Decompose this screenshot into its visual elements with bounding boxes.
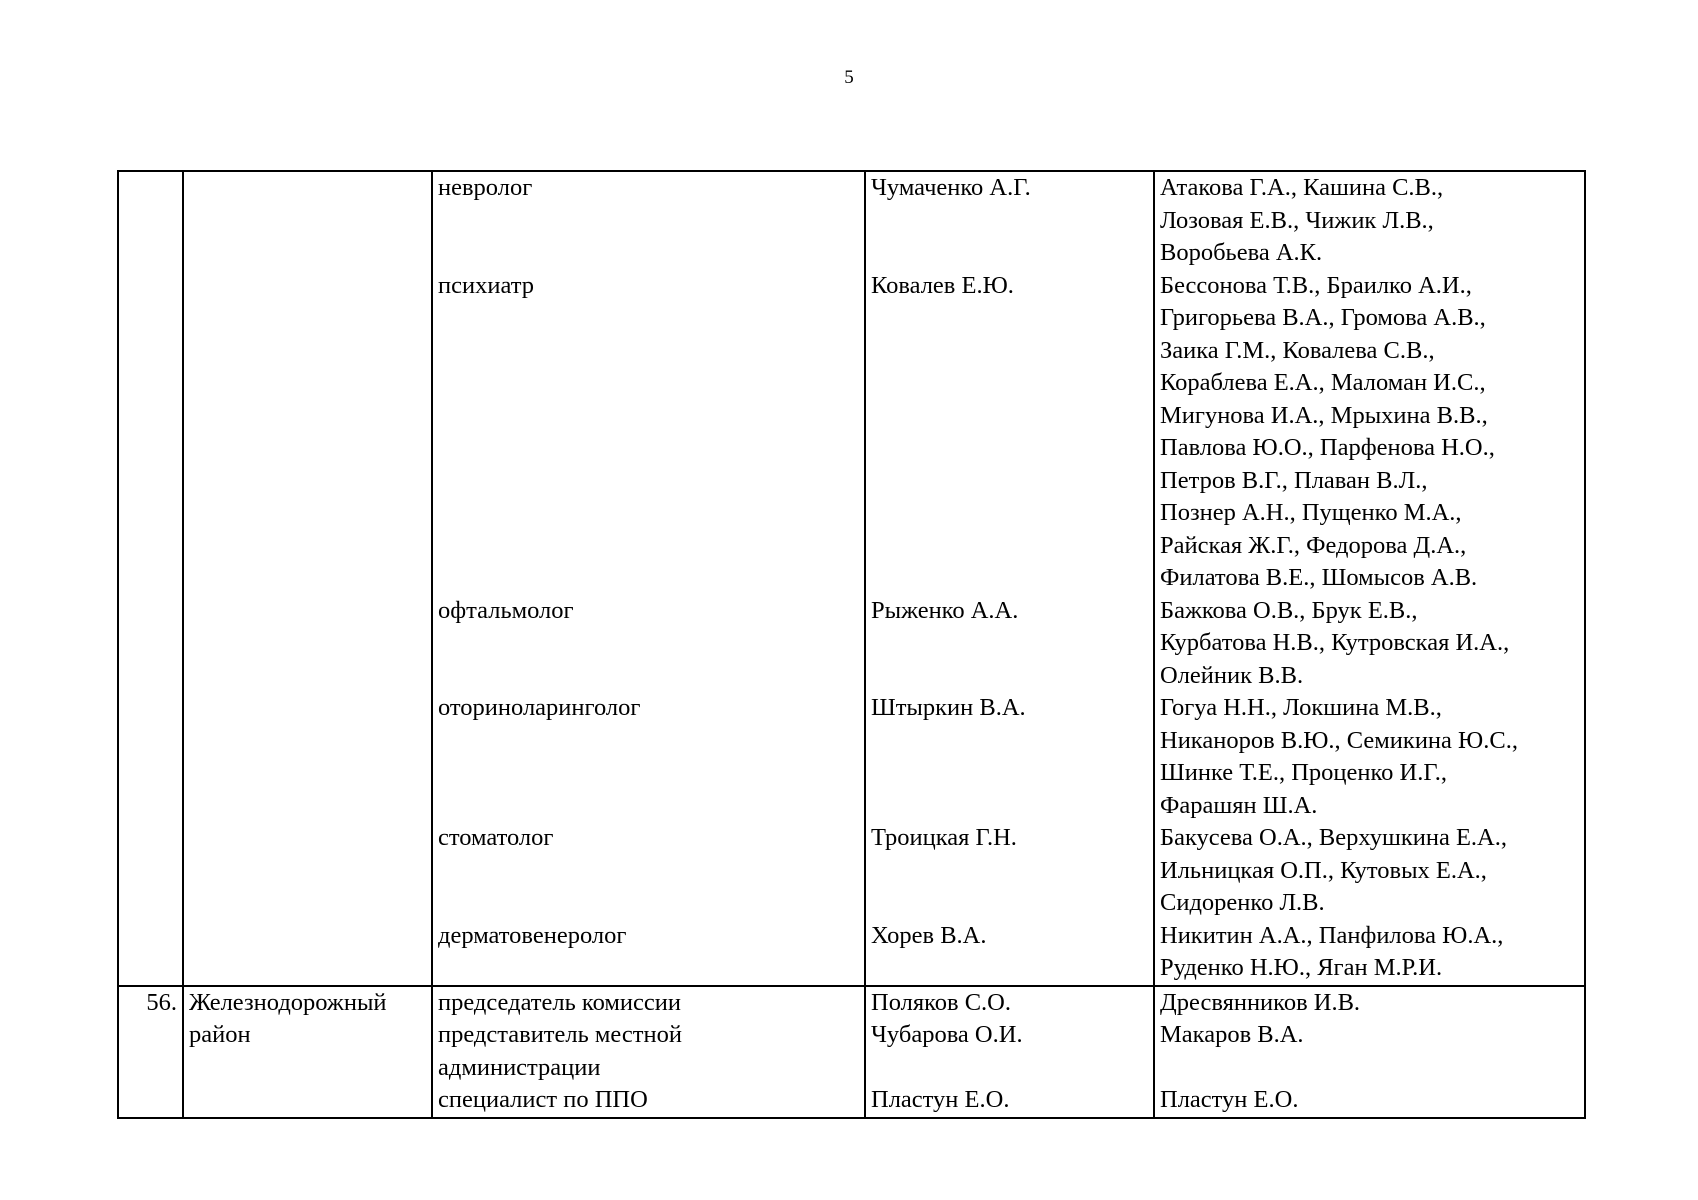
head-entry bbox=[871, 270, 1148, 595]
text-line: Штыркин В.А. bbox=[871, 694, 1026, 721]
spacer-line bbox=[871, 237, 1148, 270]
members-entry bbox=[1160, 1084, 1579, 1117]
text-line: оториноларинголог bbox=[438, 694, 641, 721]
spacer-line bbox=[871, 205, 1148, 238]
spacer-line bbox=[438, 660, 859, 693]
role-entry bbox=[438, 172, 859, 270]
text-line: Атакова Г.А., Кашина С.В., bbox=[1160, 174, 1444, 201]
text-line: Железнодорожный bbox=[189, 988, 387, 1016]
table-row bbox=[118, 171, 1585, 986]
spacer-line bbox=[871, 627, 1148, 660]
spacer-line bbox=[871, 335, 1148, 368]
spacer-line bbox=[438, 725, 859, 758]
role-entry bbox=[438, 987, 859, 1020]
spacer-line bbox=[438, 497, 859, 530]
members-entry bbox=[1160, 172, 1579, 270]
page-number: 5 bbox=[844, 67, 854, 88]
text-line: Сидоренко Л.В. bbox=[1160, 889, 1325, 916]
text-line: специалист по ППО bbox=[438, 1086, 648, 1113]
spacer-line bbox=[438, 432, 859, 465]
spacer-line bbox=[871, 497, 1148, 530]
text-line: представитель местной bbox=[438, 1021, 682, 1048]
head-entry bbox=[871, 920, 1148, 985]
spacer-line bbox=[438, 562, 859, 595]
text-line: председатель комиссии bbox=[438, 988, 681, 1016]
members-entry bbox=[1160, 1019, 1579, 1084]
spacer-line bbox=[438, 952, 859, 985]
table-row bbox=[118, 986, 1585, 1118]
role-entry bbox=[438, 822, 859, 920]
spacer-line bbox=[871, 855, 1148, 888]
row-number-cell bbox=[118, 171, 183, 986]
text-line: администрации bbox=[438, 1053, 601, 1081]
text-line: Поляков С.О. bbox=[871, 988, 1012, 1016]
text-line: Хорев В.А. bbox=[871, 921, 987, 949]
text-line: невролог bbox=[438, 174, 533, 201]
text-line: Никаноров В.Ю., Семикина Ю.С., bbox=[1160, 726, 1518, 754]
spacer-line bbox=[871, 367, 1148, 400]
text-line: Ильницкая О.П., Кутовых Е.А., bbox=[1160, 856, 1487, 884]
text-line: Чумаченко А.Г. bbox=[871, 174, 1031, 201]
text-line: Павлова Ю.О., Парфенова Н.О., bbox=[1160, 434, 1495, 461]
spacer-line bbox=[438, 855, 859, 888]
text-line: офтальмолог bbox=[438, 596, 574, 624]
text-line: Райская Ж.Г., Федорова Д.А., bbox=[1160, 531, 1467, 559]
text-line: Воробьева А.К. bbox=[1160, 239, 1323, 266]
role-entry bbox=[438, 595, 859, 693]
text-line: Бакусева О.А., Верхушкина Е.А., bbox=[1160, 824, 1507, 851]
text-line: Ковалев Е.Ю. bbox=[871, 271, 1014, 299]
spacer-line bbox=[438, 790, 859, 823]
spacer-line bbox=[871, 302, 1148, 335]
spacer-line bbox=[871, 887, 1148, 920]
text-line: Григорьева В.А., Громова А.В., bbox=[1160, 304, 1486, 331]
spacer-line bbox=[871, 790, 1148, 823]
members-cell bbox=[1154, 171, 1585, 986]
text-line: Олейник В.В. bbox=[1160, 661, 1304, 689]
role-entry bbox=[438, 920, 859, 985]
text-line: Заика Г.М., Ковалева С.В., bbox=[1160, 336, 1435, 364]
spacer-line bbox=[871, 562, 1148, 595]
head-cell bbox=[865, 986, 1154, 1118]
text-line: Филатова В.Е., Шомысов А.В. bbox=[1160, 564, 1478, 591]
spacer-line bbox=[1160, 1052, 1579, 1085]
members-cell bbox=[1154, 986, 1585, 1118]
spacer-line bbox=[871, 400, 1148, 433]
members-entry bbox=[1160, 595, 1579, 693]
spacer-line bbox=[438, 530, 859, 563]
spacer-line bbox=[871, 725, 1148, 758]
role-entry bbox=[438, 692, 859, 822]
head-entry bbox=[871, 595, 1148, 693]
members-entry bbox=[1160, 692, 1579, 822]
text-line: Кораблева Е.А., Маломан И.С., bbox=[1160, 369, 1486, 396]
text-line: Мигунова И.А., Мрыхина В.В., bbox=[1160, 401, 1488, 429]
spacer-line bbox=[438, 302, 859, 335]
members-entry bbox=[1160, 822, 1579, 920]
members-entry bbox=[1160, 987, 1579, 1020]
text-line: район bbox=[189, 1021, 251, 1048]
spacer-line bbox=[438, 627, 859, 660]
text-line: Дресвянников И.В. bbox=[1160, 988, 1361, 1016]
members-entry bbox=[1160, 920, 1579, 985]
head-entry bbox=[871, 1084, 1148, 1117]
district-cell bbox=[183, 986, 432, 1118]
role-cell bbox=[432, 171, 865, 986]
spacer-line bbox=[438, 887, 859, 920]
text-line: Шинке Т.Е., Проценко И.Г., bbox=[1160, 759, 1448, 786]
text-line: Никитин А.А., Панфилова Ю.А., bbox=[1160, 921, 1504, 949]
head-entry bbox=[871, 987, 1148, 1020]
text-line: Бажкова О.В., Брук Е.В., bbox=[1160, 596, 1418, 624]
text-line: Чубарова О.И. bbox=[871, 1021, 1023, 1048]
head-entry bbox=[871, 1019, 1148, 1084]
members-entry bbox=[1160, 270, 1579, 595]
text-line: Бессонова Т.В., Браилко А.И., bbox=[1160, 271, 1472, 299]
spacer-line bbox=[438, 465, 859, 498]
spacer-line bbox=[871, 530, 1148, 563]
text-line: дерматовенеролог bbox=[438, 921, 627, 949]
spacer-line bbox=[438, 237, 859, 270]
text-line: Макаров В.А. bbox=[1160, 1021, 1304, 1048]
spacer-line bbox=[871, 432, 1148, 465]
row-number-cell: 56. bbox=[118, 986, 183, 1118]
role-cell bbox=[432, 986, 865, 1118]
text-line: Гогуа Н.Н., Локшина М.В., bbox=[1160, 694, 1442, 721]
text-line: стоматолог bbox=[438, 824, 554, 851]
role-entry bbox=[438, 270, 859, 595]
role-entry bbox=[438, 1084, 859, 1117]
spacer-line bbox=[871, 952, 1148, 985]
head-cell bbox=[865, 171, 1154, 986]
commission-table bbox=[117, 170, 1586, 1119]
text-line: Рыженко А.А. bbox=[871, 596, 1019, 624]
head-entry bbox=[871, 822, 1148, 920]
spacer-line bbox=[438, 205, 859, 238]
text-line: Руденко Н.Ю., Яган М.Р.И. bbox=[1160, 954, 1443, 981]
spacer-line bbox=[438, 757, 859, 790]
spacer-line bbox=[871, 1052, 1148, 1085]
district-cell bbox=[183, 171, 432, 986]
text-line: Познер А.Н., Пущенко М.А., bbox=[1160, 499, 1462, 526]
head-entry bbox=[871, 692, 1148, 822]
head-entry bbox=[871, 172, 1148, 270]
table-body bbox=[118, 171, 1585, 1118]
text-line: Пластун Е.О. bbox=[871, 1086, 1010, 1113]
text-line: Петров В.Г., Плаван В.Л., bbox=[1160, 466, 1428, 494]
spacer-line bbox=[438, 335, 859, 368]
text-line: Фарашян Ш.А. bbox=[1160, 791, 1318, 819]
text-line: Лозовая Е.В., Чижик Л.В., bbox=[1160, 206, 1434, 234]
spacer-line bbox=[438, 400, 859, 433]
text-line: психиатр bbox=[438, 271, 534, 299]
spacer-line bbox=[871, 757, 1148, 790]
spacer-line bbox=[871, 465, 1148, 498]
spacer-line bbox=[871, 660, 1148, 693]
text-line: Троицкая Г.Н. bbox=[871, 824, 1017, 851]
spacer-line bbox=[438, 367, 859, 400]
text-line: Курбатова Н.В., Кутровская И.А., bbox=[1160, 629, 1510, 656]
role-entry bbox=[438, 1019, 859, 1084]
text-line: Пластун Е.О. bbox=[1160, 1086, 1299, 1113]
